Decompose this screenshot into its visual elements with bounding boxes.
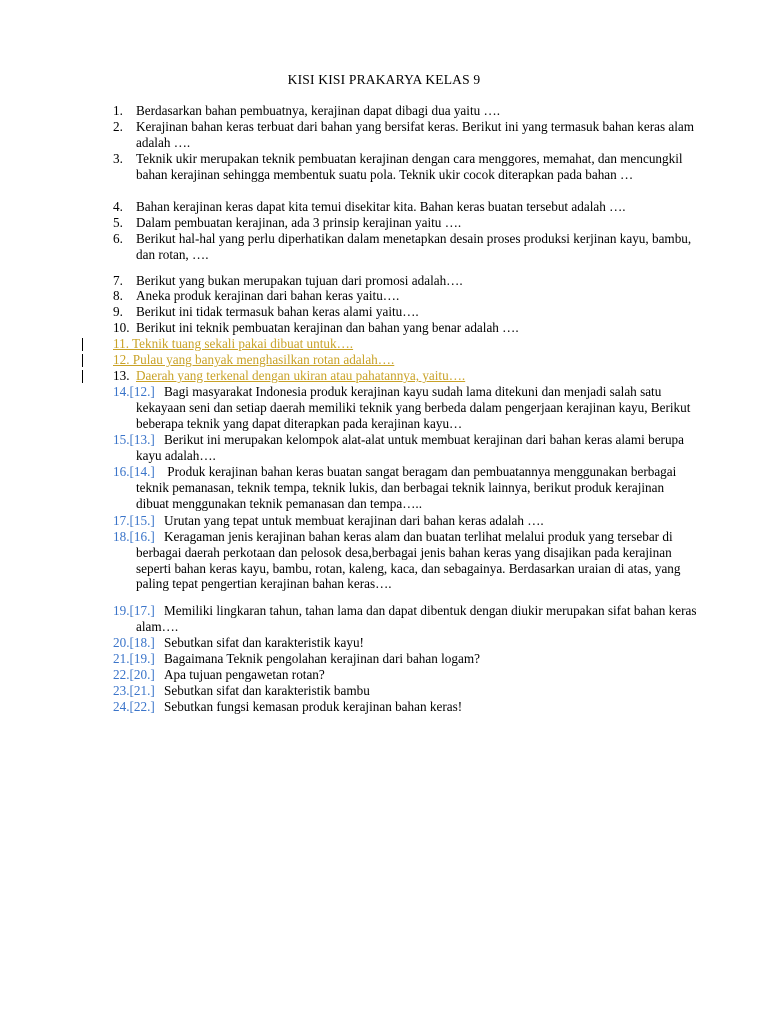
item-text bbox=[136, 384, 698, 431]
item-number: 16.[14.] bbox=[113, 464, 155, 479]
change-bar bbox=[82, 338, 83, 351]
item-number: 8. bbox=[113, 288, 123, 303]
item-number: 18.[16.] bbox=[113, 529, 155, 544]
item-text: Berdasarkan bahan pembuatnya, kerajinan dapat dibagi dua yaitu …. bbox=[136, 103, 500, 118]
item-text bbox=[136, 529, 698, 592]
change-bar bbox=[82, 354, 83, 367]
item-text-content: Keragaman jenis kerajinan bahan keras alam dan buatan terlihat melalui produk yang tersebar di berbagai daerah perkotaan dan pelosok desa,berbagai jenis bahan keras yang disajikan pada kerajinan seperti bahan keras kayu, bambu, rotan, kaleng, kaca, dan sebagainya. Berdasarkan uraian di atas, yang paling tepat pengertian kerajinan bahan keras…. bbox=[136, 529, 681, 592]
item-text: Dalam pembuatan kerajinan, ada 3 prinsip kerajinan yaitu …. bbox=[136, 215, 462, 230]
item-text: 12. Pulau yang banyak menghasilkan rotan adalah…. bbox=[113, 352, 395, 367]
item-number: 24.[22.] bbox=[113, 699, 155, 714]
item-text: Bahan kerajinan keras dapat kita temui disekitar kita. Bahan keras buatan tersebut adalah …. bbox=[136, 199, 626, 214]
item-text: 11. Teknik tuang sekali pakai dibuat untuk…. bbox=[113, 336, 354, 351]
item-number: 2. bbox=[113, 119, 123, 134]
item-number: 1. bbox=[113, 103, 123, 118]
item-number: 17.[15.] bbox=[113, 513, 155, 528]
item-text-content: Urutan yang tepat untuk membuat kerajinan dari bahan keras adalah …. bbox=[164, 513, 544, 528]
item-number: 15.[13.] bbox=[113, 432, 155, 447]
item-text bbox=[136, 667, 698, 683]
item-text: Berikut hal-hal yang perlu diperhatikan dalam menetapkan desain proses produksi kerjinan kayu, bambu, dan rotan, …. bbox=[136, 231, 692, 262]
item-number: 14.[12.] bbox=[113, 384, 155, 399]
item-text bbox=[136, 699, 698, 715]
item-number: 13. bbox=[113, 368, 130, 383]
item-number: 5. bbox=[113, 215, 123, 230]
item-text-content: Sebutkan sifat dan karakteristik bambu bbox=[164, 683, 370, 698]
item-text-content: Sebutkan sifat dan karakteristik kayu! bbox=[164, 635, 364, 650]
item-text-content: Memiliki lingkaran tahun, tahan lama dan dapat dibentuk dengan diukir merupakan sifat bahan keras alam…. bbox=[136, 603, 697, 634]
item-number: 21.[19.] bbox=[113, 651, 155, 666]
item-number: 19.[17.] bbox=[113, 603, 155, 618]
item-text: Teknik ukir merupakan teknik pembuatan kerajinan dengan cara menggores, memahat, dan mencungkil bahan kerajinan sehingga membentuk suatu pola. Teknik ukir cocok diterapkan pada bahan … bbox=[136, 151, 683, 182]
item-text-content: Produk kerajinan bahan keras buatan sangat beragam dan pembuatannya menggunakan berbagai teknik pemanasan, teknik tempa, teknik lukis, dan berbagai teknik lainnya, berikut produk kerajinan dibuat menggunakan teknik pemanasan dan tempa….. bbox=[136, 464, 677, 511]
item-number: 23.[21.] bbox=[113, 683, 155, 698]
item-text-content: Sebutkan fungsi kemasan produk kerajinan bahan keras! bbox=[164, 699, 463, 714]
item-text-content: Apa tujuan pengawetan rotan? bbox=[164, 667, 325, 682]
item-text: Kerajinan bahan keras terbuat dari bahan yang bersifat keras. Berikut ini yang termasuk bahan keras alam adalah …. bbox=[136, 119, 695, 150]
item-text: Berikut ini tidak termasuk bahan keras alami yaitu…. bbox=[136, 304, 419, 319]
item-text: Berikut ini teknik pembuatan kerajinan dan bahan yang benar adalah …. bbox=[136, 320, 519, 335]
item-text bbox=[136, 464, 698, 511]
item-text-content: Bagi masyarakat Indonesia produk kerajinan kayu sudah lama ditekuni dan menjadi salah satu kekayaan seni dan setiap daerah memiliki teknik yang berbeda dalam pengerjaan kerajinan kayu, Berikut beberapa teknik yang dapat diterapkan pada kerajinan kayu… bbox=[136, 384, 691, 431]
item-number: 4. bbox=[113, 199, 123, 214]
document-title: KISI KISI PRAKARYA KELAS 9 bbox=[287, 72, 481, 87]
item-text bbox=[136, 603, 698, 635]
item-number: 6. bbox=[113, 231, 123, 246]
item-text-content: Bagaimana Teknik pengolahan kerajinan dari bahan logam? bbox=[164, 651, 480, 666]
item-number: 3. bbox=[113, 151, 123, 166]
item-number: 10. bbox=[113, 320, 130, 335]
item-text: Aneka produk kerajinan dari bahan keras yaitu…. bbox=[136, 288, 400, 303]
item-number: 20.[18.] bbox=[113, 635, 155, 650]
item-text bbox=[136, 651, 698, 667]
item-text bbox=[136, 635, 698, 651]
item-text: Berikut yang bukan merupakan tujuan dari promosi adalah…. bbox=[136, 273, 463, 288]
item-number: 9. bbox=[113, 304, 123, 319]
item-text-content: Berikut ini merupakan kelompok alat-alat untuk membuat kerajinan dari bahan keras alami berupa kayu adalah…. bbox=[136, 432, 684, 463]
item-number: 7. bbox=[113, 273, 123, 288]
item-number: 22.[20.] bbox=[113, 667, 155, 682]
item-text: Daerah yang terkenal dengan ukiran atau pahatannya, yaitu…. bbox=[136, 368, 466, 383]
item-text bbox=[136, 432, 698, 464]
item-text bbox=[136, 513, 698, 529]
change-bar bbox=[82, 370, 83, 383]
item-text bbox=[136, 683, 698, 699]
